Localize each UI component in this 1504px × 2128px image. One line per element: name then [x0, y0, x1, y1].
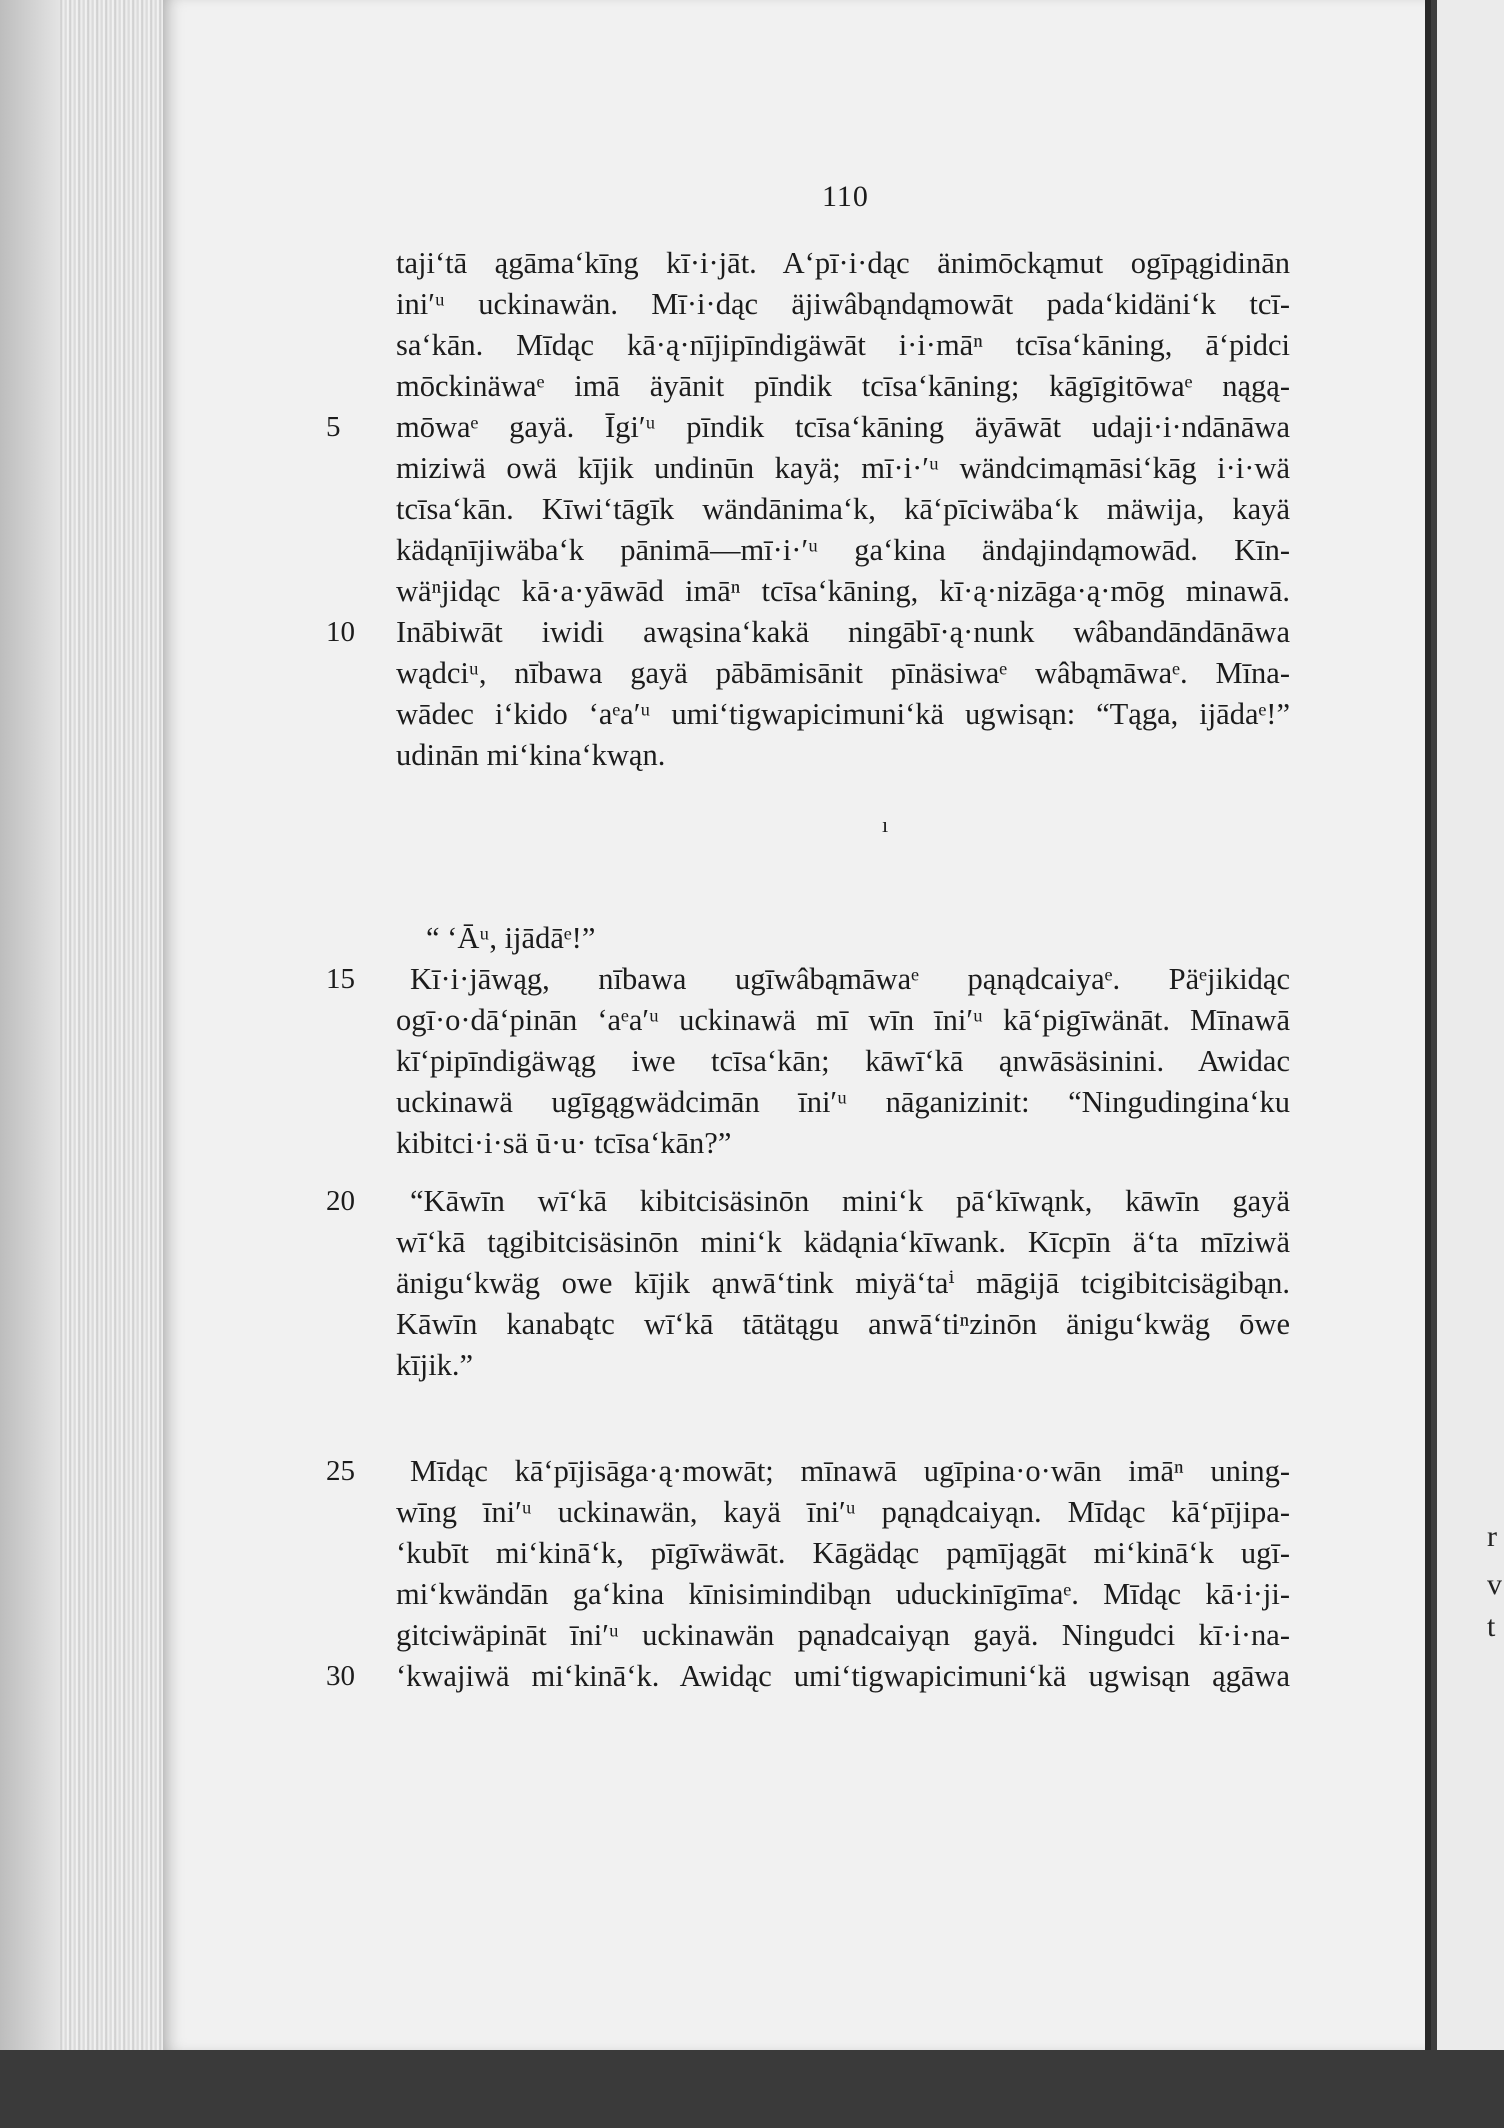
text-line: mōwaᵉ gayä. Īgi′ᵘ pīndik tcīsa‘kāning äyāwāt udaji·i·ndānāwa: [396, 410, 1290, 444]
line-number: 5: [326, 411, 341, 443]
text-line: ‘kwajiwä mi‘kinā‘k. Awidąc umi‘tigwapicimuni‘kä ugwisąn ągāwa: [396, 1659, 1290, 1693]
line-number: 10: [326, 616, 355, 648]
text-line: Mīdąc kā‘pījisāga·ą·mowāt; mīnawā ugīpina·o·wān imāⁿ uning-: [410, 1454, 1290, 1488]
text-line: Kāwīn kanabątc wī‘kā tātätągu anwā‘tiⁿzinōn änigu‘kwäg ōwe: [396, 1307, 1290, 1341]
page-number: 110: [822, 180, 869, 213]
text-line: taji‘tā ągāma‘kīng kī·i·jāt. A‘pī·i·dąc änimōckąmut ogīpągidinān: [396, 246, 1290, 280]
text-line: Inābiwāt iwidi awąsina‘kakä ningābī·ą·nunk wâbandāndānāwa: [396, 615, 1290, 649]
text-line: udinān mi‘kina‘kwąn.: [396, 738, 666, 772]
facing-page-fragment: r: [1487, 1520, 1497, 1553]
text-line: änigu‘kwäg owe kījik ąnwā‘tink miyä‘taⁱ māgijā tcigibitcisägibąn.: [396, 1266, 1290, 1300]
text-line: gitciwäpināt īni′ᵘ uckinawän pąnadcaiyąn gayä. Ningudci kī·i·na-: [396, 1618, 1290, 1652]
text-line: “Kāwīn wī‘kā kibitcisäsinōn mini‘k pā‘kīwąnk, kāwīn gayä: [410, 1184, 1290, 1218]
text-line: tcīsa‘kān. Kīwi‘tāgīk wändānima‘k, kā‘pīciwäba‘k mäwija, kayä: [396, 492, 1290, 526]
text-line: miziwä owä kījik undinūn kayä; mī·i·′ᵘ wändcimąmāsi‘kāg i·i·wä: [396, 451, 1290, 485]
line-number: 25: [326, 1455, 355, 1487]
text-line: Kī·i·jāwąg, nībawa ugīwâbąmāwaᵉ pąnądcaiyaᵉ. Päᵉjikidąc: [410, 962, 1290, 996]
text-line: mi‘kwändān ga‘kina kīnisimindibąn uduckinīgīmaᵉ. Mīdąc kā·i·ji-: [396, 1577, 1290, 1611]
line-number: 30: [326, 1660, 355, 1692]
facing-page-fragment: t: [1487, 1610, 1496, 1643]
text-line: wądciᵘ, nībawa gayä pābāmisānit pīnäsiwaᵉ wâbąmāwaᵉ. Mīna-: [396, 656, 1290, 690]
text-line: ogī·o·dā‘pinān ‘aᵉa′ᵘ uckinawä mī wīn īni′ᵘ kā‘pigīwänāt. Mīnawā: [396, 1003, 1290, 1037]
facing-page-fragment: v: [1487, 1568, 1502, 1601]
text-line: kījik.”: [396, 1348, 474, 1382]
text-line: uckinawä ugīgągwädcimān īni′ᵘ nāganizinit: “Ningudingina‘ku: [396, 1085, 1290, 1119]
text-line: kī‘pipīndigäwąg iwe tcīsa‘kān; kāwī‘kā ąnwāsäsinini. Awidac: [396, 1044, 1290, 1078]
facing-page-edge: [1437, 0, 1504, 2050]
text-line: wī‘kā tągibitcisäsinōn mini‘k kädąnia‘kīwank. Kīcpīn ä‘ta mīziwä: [396, 1225, 1290, 1259]
book-page-edges: [0, 0, 165, 2128]
text-line: kibitci·i·sä ū·u· tcīsa‘kān?”: [396, 1126, 732, 1160]
text-line: mōckinäwaᵉ imā äyānit pīndik tcīsa‘kāning; kāgīgitōwaᵉ nągą-: [396, 369, 1290, 403]
text-line: wäⁿjidąc kā·a·yāwād imāⁿ tcīsa‘kāning, kī·ą·nizāga·ą·mōg minawā.: [396, 574, 1290, 608]
text-line: wīng īni′ᵘ uckinawän, kayä īni′ᵘ pąnądcaiyąn. Mīdąc kā‘pījipa-: [396, 1495, 1290, 1529]
scan-bottom-margin: [0, 2050, 1504, 2128]
text-line: sa‘kān. Mīdąc kā·ą·nījipīndigäwāt i·i·māⁿ tcīsa‘kāning, ā‘pidci: [396, 328, 1290, 362]
stray-mark: ı: [882, 812, 889, 837]
text-line: kädąnījiwäba‘k pānimā—mī·i·′ᵘ ga‘kina ändąjindąmowād. Kīn-: [396, 533, 1290, 567]
text-line: wādec i‘kido ‘aᵉa′ᵘ umi‘tigwapicimuni‘kä ugwisąn: “Tąga, ijādaᵉ!”: [396, 697, 1290, 731]
text-line: ‘kubīt mi‘kinā‘k, pīgīwäwāt. Kāgädąc pąmījągāt mi‘kinā‘k ugī-: [396, 1536, 1290, 1570]
line-number: 15: [326, 963, 355, 995]
text-line: ini′ᵘ uckinawän. Mī·i·dąc äjiwâbąndąmowāt pada‘kidäni‘k tcī-: [396, 287, 1290, 321]
line-number: 20: [326, 1185, 355, 1217]
text-line: “ ‘Āᵘ, ijādāᵉ!”: [426, 921, 596, 955]
